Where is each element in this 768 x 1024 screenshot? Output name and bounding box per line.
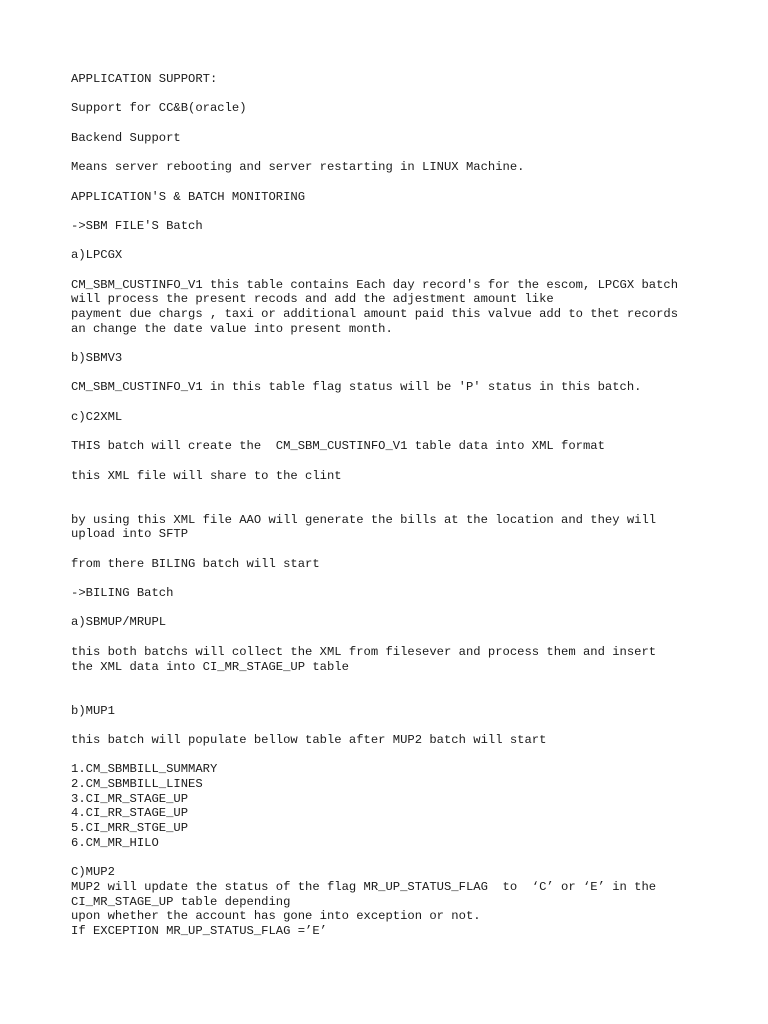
text-line: ->SBM FILE'S Batch bbox=[71, 218, 203, 233]
text-line: ->BILING Batch bbox=[71, 586, 174, 601]
text-line: APPLICATION SUPPORT: bbox=[71, 72, 218, 86]
text-line: this batch will populate bellow table after MUP2 batch will start bbox=[71, 732, 547, 747]
blank-line bbox=[71, 395, 731, 410]
blank-line bbox=[71, 689, 731, 704]
text-line: Support for CC&B(oracle) bbox=[71, 101, 247, 116]
blank-line bbox=[71, 366, 731, 381]
text-line: a)SBMUP/MRUPL bbox=[71, 615, 167, 630]
text-line: APPLICATION'S & BATCH MONITORING bbox=[71, 189, 306, 204]
text-line: this XML file will share to the clint bbox=[71, 468, 342, 483]
text-line: C)MUP2 bbox=[71, 865, 115, 880]
text-line: this both batchs will collect the XML from filesever and process them and insert bbox=[71, 644, 657, 659]
text-line: will process the present recods and add the adjestment amount like bbox=[71, 292, 554, 307]
text-line: upload into SFTP bbox=[71, 527, 189, 542]
blank-line bbox=[71, 498, 731, 513]
text-line: Backend Support bbox=[71, 130, 181, 145]
text-line: 4.CI_RR_STAGE_UP bbox=[71, 806, 189, 821]
blank-line bbox=[71, 336, 731, 351]
blank-line bbox=[71, 571, 731, 586]
blank-line bbox=[71, 748, 731, 763]
text-line: an change the date value into present month. bbox=[71, 321, 393, 336]
text-line: payment due chargs , taxi or additional amount paid this valvue add to thet records bbox=[71, 307, 679, 321]
blank-line bbox=[71, 718, 731, 733]
blank-line bbox=[71, 204, 731, 219]
text-line: b)MUP1 bbox=[71, 703, 115, 718]
text-line: c)C2XML bbox=[71, 409, 123, 424]
blank-line bbox=[71, 850, 731, 865]
blank-line bbox=[71, 234, 731, 249]
text-line: 6.CM_MR_HILO bbox=[71, 835, 159, 850]
blank-line bbox=[71, 116, 731, 131]
blank-line bbox=[71, 601, 731, 616]
document-text bbox=[71, 72, 731, 939]
text-line: 2.CM_SBMBILL_LINES bbox=[71, 777, 203, 791]
text-line: CM_SBM_CUSTINFO_V1 this table contains Each day record's for the escom, LPCGX batch bbox=[71, 277, 679, 292]
blank-line bbox=[71, 454, 731, 469]
blank-line bbox=[71, 630, 731, 645]
text-line: upon whether the account has gone into exception or not. bbox=[71, 909, 481, 924]
text-line: by using this XML file AAO will generate the bills at the location and they will bbox=[71, 512, 657, 527]
text-line: If EXCEPTION MR_UP_STATUS_FLAG =’E’ bbox=[71, 923, 327, 938]
blank-line bbox=[71, 542, 731, 557]
text-line: b)SBMV3 bbox=[71, 351, 123, 366]
blank-line bbox=[71, 674, 731, 689]
text-line: Means server rebooting and server restarting in LINUX Machine. bbox=[71, 160, 525, 175]
text-line: THIS batch will create the CM_SBM_CUSTINFO_V1 table data into XML format bbox=[71, 439, 605, 454]
text-line: the XML data into CI_MR_STAGE_UP table bbox=[71, 659, 349, 674]
blank-line bbox=[71, 263, 731, 278]
text-line: 3.CI_MR_STAGE_UP bbox=[71, 791, 189, 806]
blank-line bbox=[71, 425, 731, 440]
blank-line bbox=[71, 175, 731, 190]
text-line: 1.CM_SBMBILL_SUMMARY bbox=[71, 762, 218, 777]
text-line: 5.CI_MRR_STGE_UP bbox=[71, 821, 189, 836]
text-line: from there BILING batch will start bbox=[71, 556, 320, 571]
blank-line bbox=[71, 145, 731, 160]
text-line: CI_MR_STAGE_UP table depending bbox=[71, 894, 291, 909]
text-line: MUP2 will update the status of the flag MR_UP_STATUS_FLAG to ‘C’ or ‘E’ in the bbox=[71, 879, 657, 894]
text-line: a)LPCGX bbox=[71, 248, 123, 263]
text-line: CM_SBM_CUSTINFO_V1 in this table flag status will be 'P' status in this batch. bbox=[71, 380, 642, 395]
blank-line bbox=[71, 87, 731, 102]
blank-line bbox=[71, 483, 731, 498]
